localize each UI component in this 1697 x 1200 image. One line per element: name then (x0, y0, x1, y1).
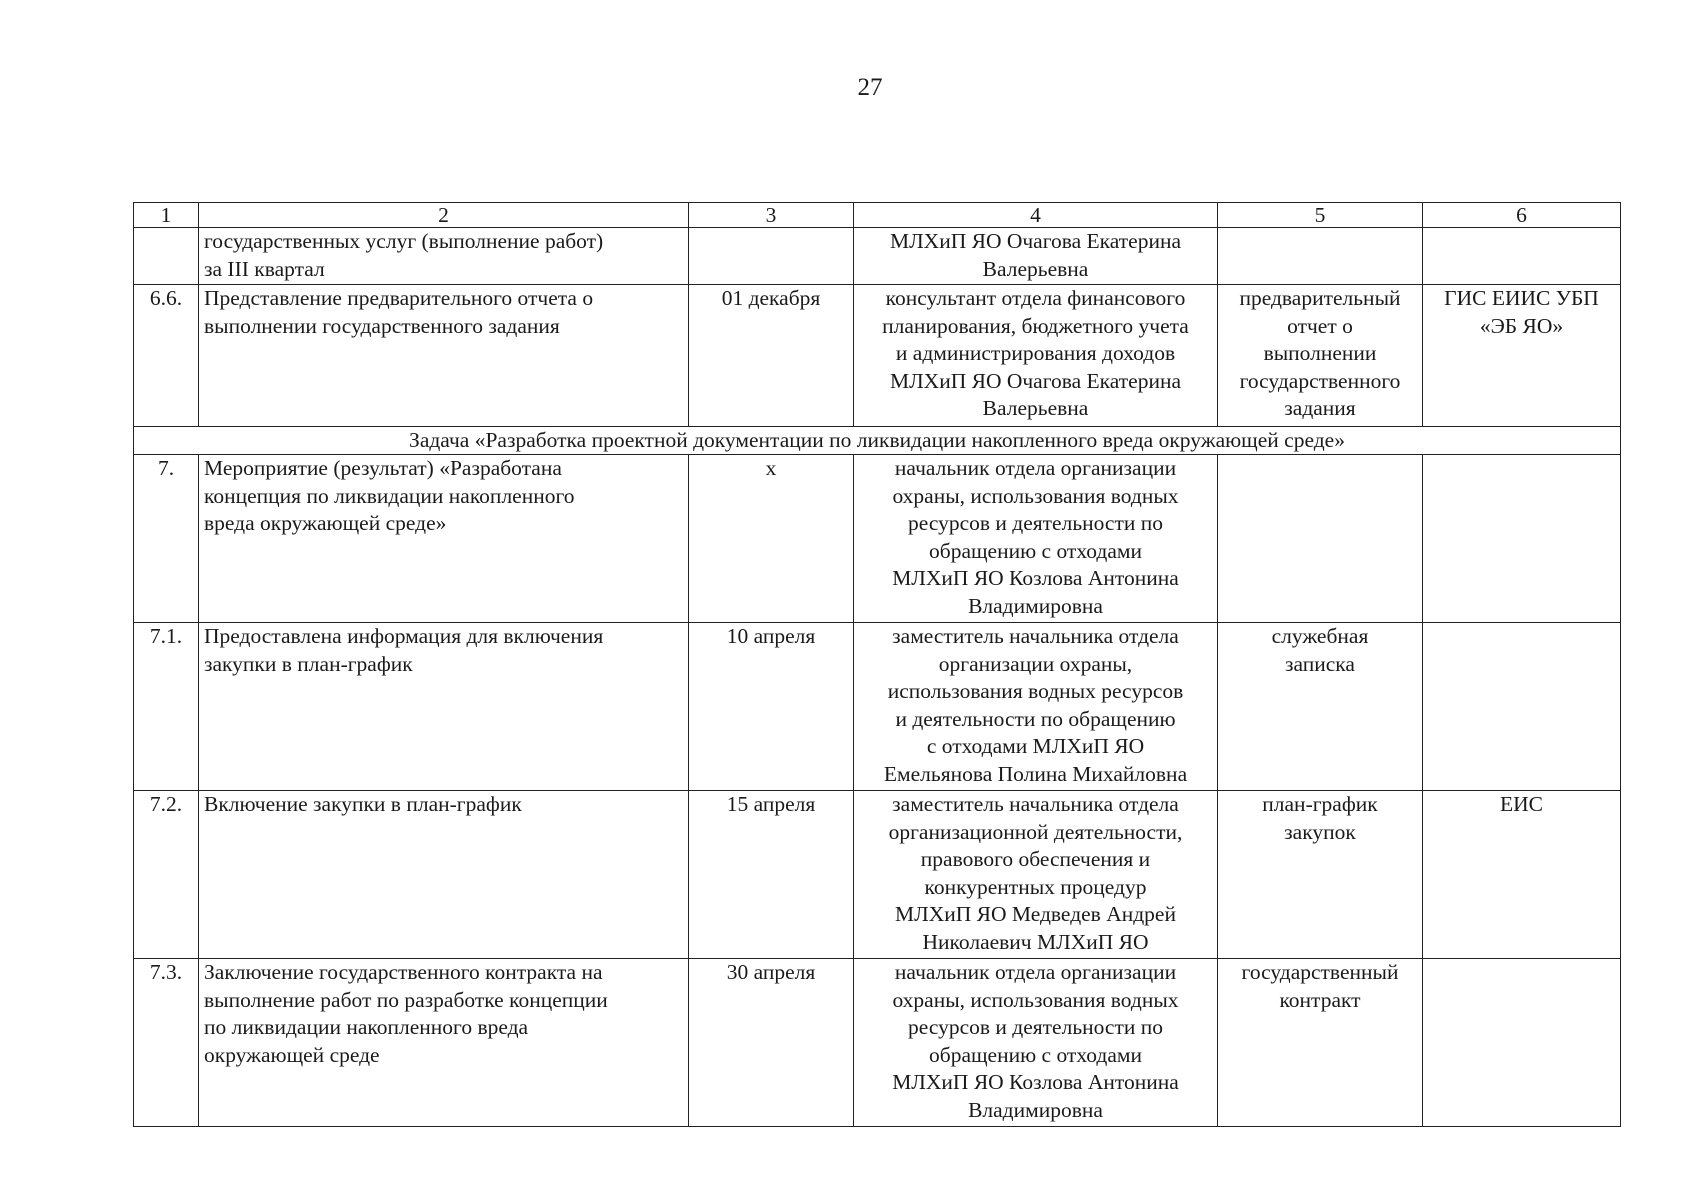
row-number: 7.1. (134, 623, 199, 791)
row-name: государственных услуг (выполнение работ) за III квартал (199, 228, 689, 285)
table-row (134, 791, 1621, 959)
row-document (1218, 228, 1423, 285)
row-date: 10 апреля (689, 623, 854, 791)
row-responsible: заместитель начальника отдела организации охраны, использования водных ресурсов и деятельности по обращению с отходами МЛХиП ЯО Емельянова Полина Михайловна (854, 623, 1218, 791)
row-responsible: начальник отдела организации охраны, использования водных ресурсов и деятельности по обращению с отходами МЛХиП ЯО Козлова Антонина Владимировна (854, 455, 1218, 623)
task-row (134, 427, 1621, 455)
column-header-6: 6 (1423, 203, 1621, 228)
row-number: 6.6. (134, 285, 199, 427)
row-system: ЕИС (1423, 791, 1621, 959)
row-system: ГИС ЕИИС УБП «ЭБ ЯО» (1423, 285, 1621, 427)
column-header-3: 3 (689, 203, 854, 228)
task-title: Задача «Разработка проектной документации по ликвидации накопленного вреда окружающей среде» (134, 427, 1621, 455)
table-row (134, 455, 1621, 623)
row-name: Заключение государственного контракта на выполнение работ по разработке концепции по ликвидации накопленного вреда окружающей среде (199, 959, 689, 1127)
row-responsible: начальник отдела организации охраны, использования водных ресурсов и деятельности по обращению с отходами МЛХиП ЯО Козлова Антонина Владимировна (854, 959, 1218, 1127)
table-row (134, 623, 1621, 791)
row-date: 15 апреля (689, 791, 854, 959)
row-date: 01 декабря (689, 285, 854, 427)
table-header-row (134, 203, 1621, 228)
row-document: служебная записка (1218, 623, 1423, 791)
row-document: государственный контракт (1218, 959, 1423, 1127)
row-number: 7.3. (134, 959, 199, 1127)
table-row (134, 285, 1621, 427)
plan-table (133, 202, 1621, 1127)
row-system (1423, 455, 1621, 623)
row-name: Мероприятие (результат) «Разработана концепция по ликвидации накопленного вреда окружающей среде» (199, 455, 689, 623)
row-date: 30 апреля (689, 959, 854, 1127)
row-number: 7. (134, 455, 199, 623)
row-responsible: заместитель начальника отдела организационной деятельности, правового обеспечения и конкурентных процедур МЛХиП ЯО Медведев Андрей Николаевич МЛХиП ЯО (854, 791, 1218, 959)
row-system (1423, 228, 1621, 285)
row-date: х (689, 455, 854, 623)
column-header-2: 2 (199, 203, 689, 228)
row-number: 7.2. (134, 791, 199, 959)
row-responsible: консультант отдела финансового планирования, бюджетного учета и администрирования доходов МЛХиП ЯО Очагова Екатерина Валерьевна (854, 285, 1218, 427)
page-number: 27 (857, 74, 883, 101)
row-system (1423, 623, 1621, 791)
column-header-1: 1 (134, 203, 199, 228)
table-row (134, 959, 1621, 1127)
row-name: Представление предварительного отчета о выполнении государственного задания (199, 285, 689, 427)
row-document: предварительный отчет о выполнении государственного задания (1218, 285, 1423, 427)
row-system (1423, 959, 1621, 1127)
row-name: Включение закупки в план-график (199, 791, 689, 959)
row-date (689, 228, 854, 285)
row-responsible: МЛХиП ЯО Очагова Екатерина Валерьевна (854, 228, 1218, 285)
table-row (134, 228, 1621, 285)
row-document (1218, 455, 1423, 623)
column-header-5: 5 (1218, 203, 1423, 228)
column-header-4: 4 (854, 203, 1218, 228)
row-name: Предоставлена информация для включения закупки в план-график (199, 623, 689, 791)
row-document: план-график закупок (1218, 791, 1423, 959)
row-number (134, 228, 199, 285)
